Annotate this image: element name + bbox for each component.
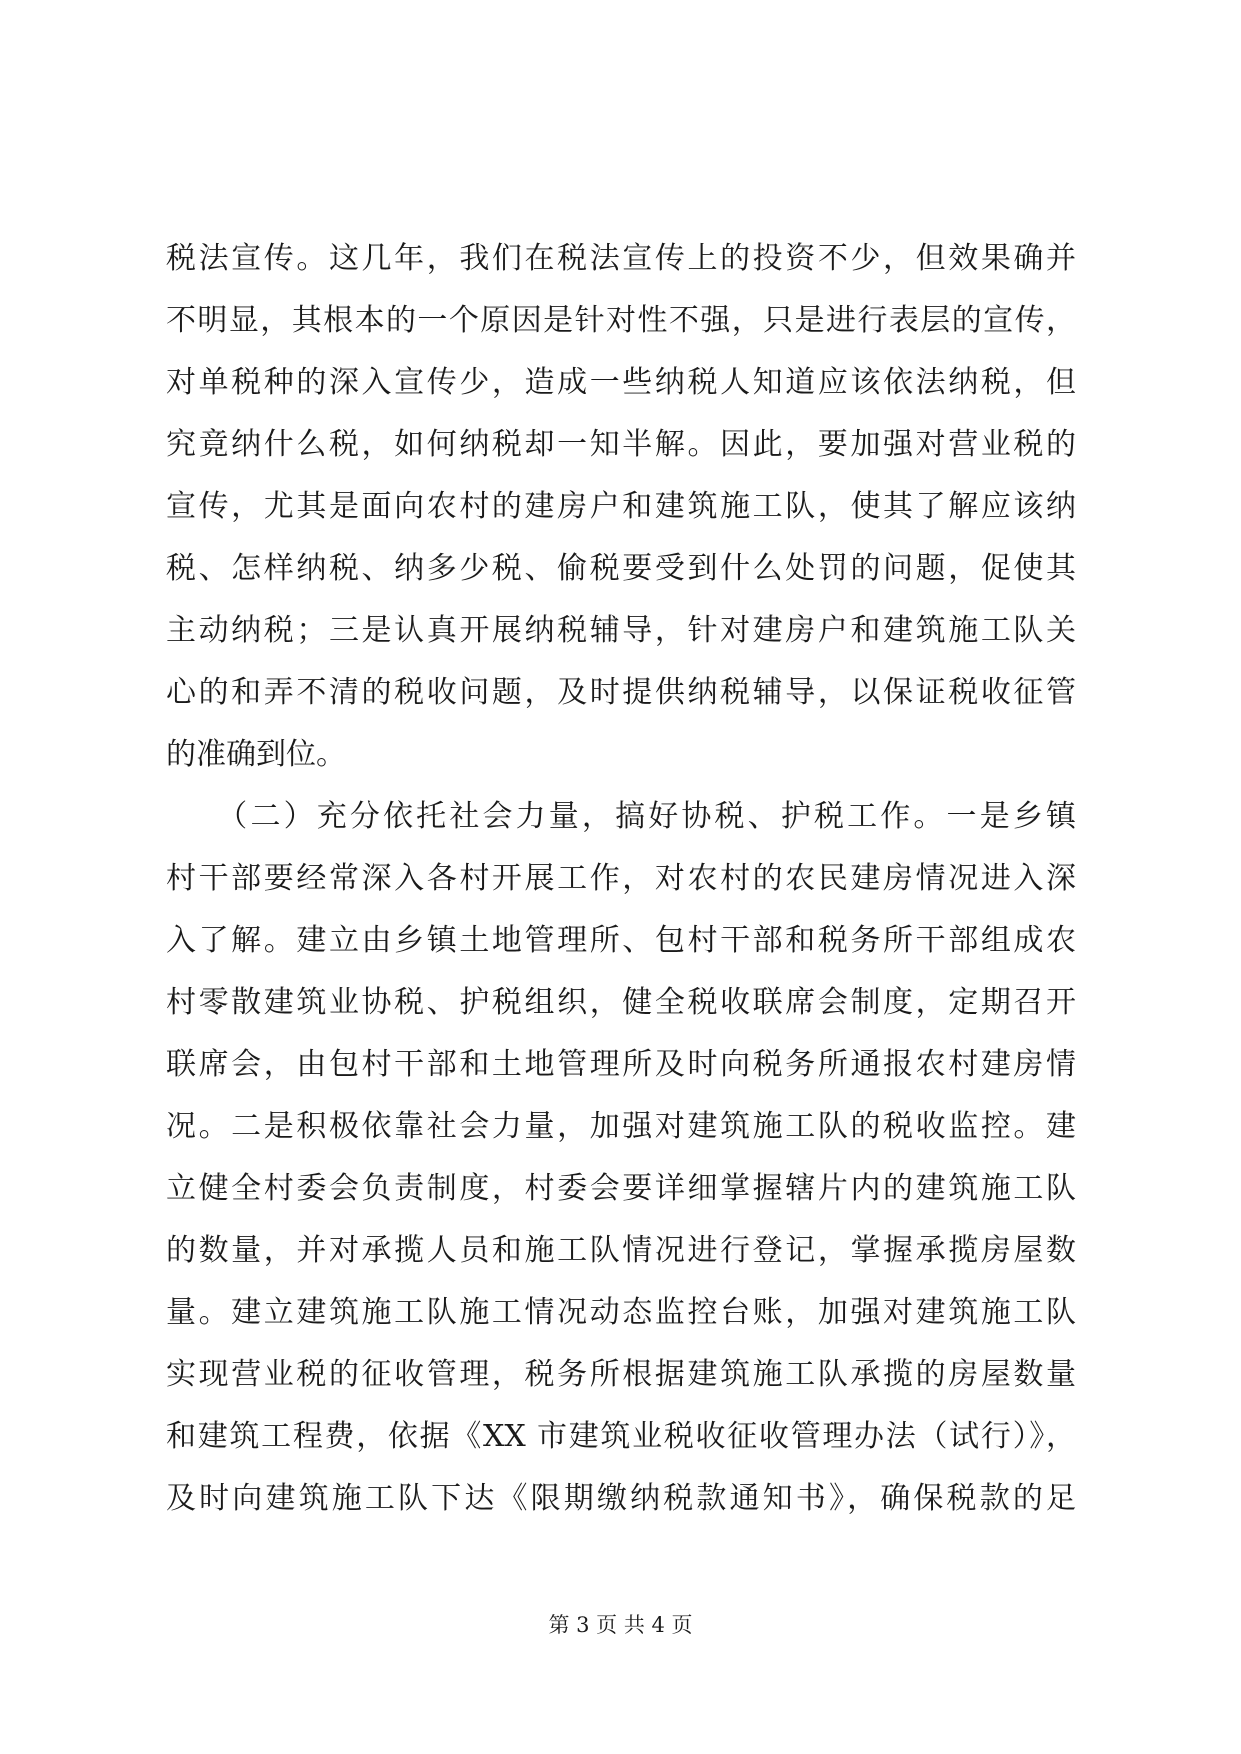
text-line: 究竟纳什么税，如何纳税却一知半解。因此，要加强对营业税的 <box>166 427 1076 462</box>
text-line: 况。二是积极依靠社会力量，加强对建筑施工队的税收监控。建 <box>166 1109 1076 1144</box>
text-line: 量。建立建筑施工队施工情况动态监控台账，加强对建筑施工队 <box>166 1295 1076 1330</box>
text-line: 的准确到位。 <box>166 737 346 772</box>
text-line: 和建筑工程费，依据《XX 市建筑业税收征收管理办法（试行）》， <box>166 1419 1076 1454</box>
text-line: 联席会，由包村干部和土地管理所及时向税务所通报农村建房情 <box>166 1047 1076 1082</box>
text-line: 村干部要经常深入各村开展工作，对农村的农民建房情况进入深 <box>166 861 1076 896</box>
page-number: 第 3 页 共 4 页 <box>548 1613 693 1637</box>
text-line: 的数量，并对承揽人员和施工队情况进行登记，掌握承揽房屋数 <box>166 1233 1076 1268</box>
text-line: 实现营业税的征收管理，税务所根据建筑施工队承揽的房屋数量 <box>166 1357 1076 1392</box>
text-line: 及时向建筑施工队下达《限期缴纳税款通知书》，确保税款的足 <box>166 1481 1076 1516</box>
text-line: 主动纳税；三是认真开展纳税辅导，针对建房户和建筑施工队关 <box>166 613 1076 648</box>
text-line: 税、怎样纳税、纳多少税、偷税要受到什么处罚的问题，促使其 <box>166 551 1076 586</box>
text-line: （二）充分依托社会力量，搞好协税、护税工作。一是乡镇 <box>166 799 1076 834</box>
text-line: 村零散建筑业协税、护税组织，健全税收联席会制度，定期召开 <box>166 985 1076 1020</box>
text-line: 心的和弄不清的税收问题，及时提供纳税辅导，以保证税收征管 <box>166 675 1076 710</box>
text-line: 宣传，尤其是面向农村的建房户和建筑施工队，使其了解应该纳 <box>166 489 1076 524</box>
text-line: 入了解。建立由乡镇土地管理所、包村干部和税务所干部组成农 <box>166 923 1076 958</box>
text-line: 对单税种的深入宣传少，造成一些纳税人知道应该依法纳税，但 <box>166 365 1076 400</box>
text-line: 不明显，其根本的一个原因是针对性不强，只是进行表层的宣传， <box>166 303 1076 338</box>
body-text <box>166 228 1076 1530</box>
text-line: 税法宣传。这几年，我们在税法宣传上的投资不少，但效果确并 <box>166 241 1076 276</box>
text-line: 立健全村委会负责制度，村委会要详细掌握辖片内的建筑施工队 <box>166 1171 1076 1206</box>
